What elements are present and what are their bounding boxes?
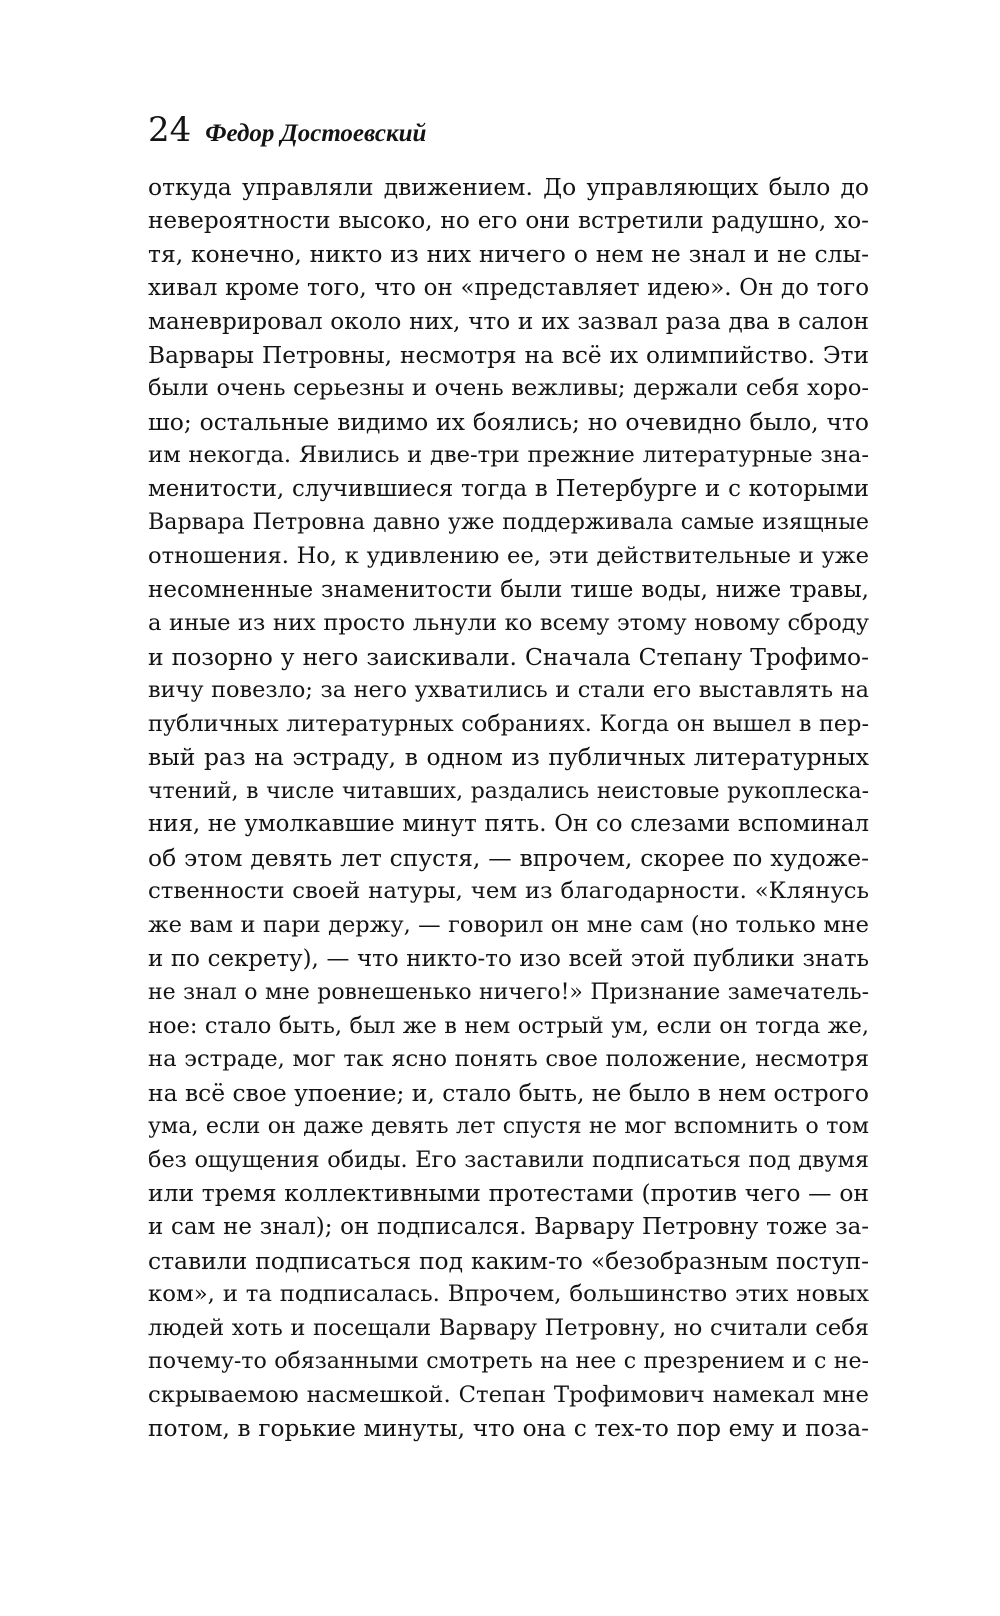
text-line: людей хоть и посещали Варвару Петровну, но считали себя xyxy=(148,1314,869,1341)
text-line: или тремя коллективными протестами (против чего — он xyxy=(148,1179,869,1208)
page-header xyxy=(148,110,427,161)
text-line: на всё свое упоение; и, стало быть, не было в нем острого xyxy=(148,1078,869,1107)
text-line: почему-то обязанными смотреть на нее с презрением и с не- xyxy=(148,1348,869,1375)
text-line: откуда управляли движением. До управляющих было до xyxy=(148,173,869,201)
text-line: и позорно у него заискивали. Сначала Степану Трофимо- xyxy=(148,642,869,671)
text-line: и сам не знал); он подписался. Варвару Петровну тоже за- xyxy=(148,1213,869,1240)
text-line: на эстраде, мог так ясно понять свое положение, несмотря xyxy=(148,1046,869,1073)
text-line: шо; остальные видимо их боялись; но очевидно было, что xyxy=(148,407,869,436)
text-line: им некогда. Явились и две-три прежние литературные зна- xyxy=(148,442,869,469)
text-line: были очень серьезны и очень вежливы; держали себя хоро- xyxy=(148,375,869,402)
body-text xyxy=(148,171,869,1446)
text-line: вый раз на эстраду, в одном из публичных литературных xyxy=(148,743,869,772)
text-line: не знал о мне ровнешенько ничего!» Признание замечатель- xyxy=(148,980,869,1006)
text-line: ума, если он даже девять лет спустя не мог вспомнить о том xyxy=(148,1113,869,1140)
text-line: ния, не умолкавшие минут пять. Он со слезами вспоминал xyxy=(148,811,869,838)
text-line: маневрировал около них, что и их зазвал раза два в салон xyxy=(148,308,869,336)
text-line: же вам и пари держу, — говорил он мне сам (но только мне xyxy=(148,912,869,939)
text-line: несомненные знаменитости были тише воды, ниже травы, xyxy=(148,576,869,603)
text-line: Варвара Петровна давно уже поддерживала самые изящные xyxy=(148,509,869,536)
text-line: без ощущения обиды. Его заставили подписаться под двумя xyxy=(148,1146,869,1173)
text-line: хивал кроме того, что он «представляет идею». Он до того xyxy=(148,274,869,301)
text-line: а иные из них просто льнули ко всему этому новому сброду xyxy=(148,610,869,637)
text-line: публичных литературных собраниях. Когда он вышел в пер- xyxy=(148,710,869,737)
text-line: ное: стало быть, был же в нем острый ум, если он тогда же, xyxy=(148,1012,869,1039)
text-line: отношения. Но, к удивлению ее, эти действительные и уже xyxy=(148,543,869,570)
text-line: менитости, случившиеся тогда в Петербурге и с которыми xyxy=(148,475,869,502)
text-line: вичу повезло; за него ухватились и стали его выставлять на xyxy=(148,677,869,704)
text-line: тя, конечно, никто из них ничего о нем не знал и не слы- xyxy=(148,240,869,269)
text-line: потом, в горькие минуты, что она с тех-то пор ему и поза- xyxy=(148,1415,869,1443)
text-line: ставили подписаться под каким-то «безобразным поступ- xyxy=(148,1246,869,1275)
text-line: и по секрету), — что никто-то изо всей этой публики знать xyxy=(148,945,869,972)
text-line: ком», и та подписалась. Впрочем, большинство этих новых xyxy=(148,1281,869,1308)
text-line: невероятности высоко, но его они встретили радушно, хо- xyxy=(148,207,869,234)
text-line: скрываемою насмешкой. Степан Трофимович намекал мне xyxy=(148,1381,869,1408)
text-line: об этом девять лет спустя, — впрочем, скорее по художе- xyxy=(148,843,869,872)
text-line: ственности своей натуры, чем из благодарности. «Клянусь xyxy=(148,878,869,905)
running-head-author: Федор Достоевский xyxy=(205,120,427,147)
text-line: чтений, в числе читавших, раздались неистовые рукоплеска- xyxy=(148,778,869,804)
text-line: Варвары Петровны, несмотря на всё их олимпийство. Эти xyxy=(148,341,869,369)
page-number: 24 xyxy=(148,110,192,150)
